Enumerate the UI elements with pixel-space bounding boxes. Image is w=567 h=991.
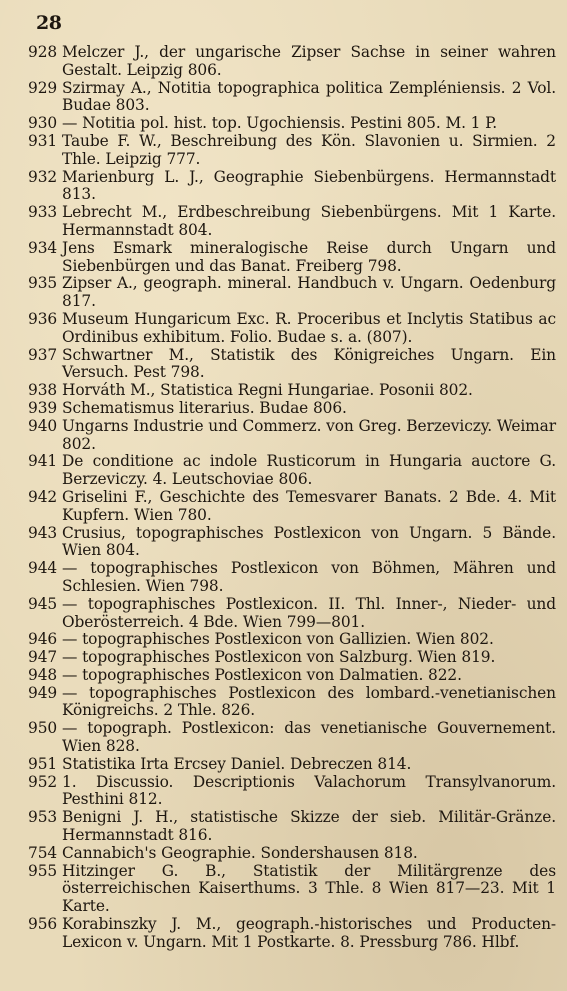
entry-number: 951 xyxy=(28,754,58,773)
entry-number: 941 xyxy=(28,452,58,471)
entry-number: 955 xyxy=(28,861,58,880)
entry-text: Statistika Irta Ercsey Daniel. Debreczen 814. xyxy=(62,754,412,773)
catalog-entry xyxy=(28,596,556,632)
catalog-entry xyxy=(28,240,556,276)
entry-number: 950 xyxy=(28,719,58,738)
entry-number: 928 xyxy=(28,43,58,61)
catalog-entry xyxy=(28,453,556,489)
entry-text: — topographisches Postlexicon. II. Thl. Inner-, Nieder- und Oberösterreich. 4 Bde. Wien 799—801. xyxy=(62,594,556,631)
entry-text: Taube F. W., Beschreibung des Kön. Slavonien u. Sirmien. 2 Thle. Leipzig 777. xyxy=(62,131,556,168)
entry-number: 942 xyxy=(28,487,58,506)
entry-number: 930 xyxy=(28,114,58,133)
entry-text: — topographisches Postlexicon von Dalmatien. 822. xyxy=(62,665,462,684)
catalog-entry xyxy=(28,80,556,116)
catalog-entry xyxy=(28,863,556,916)
entry-number: 953 xyxy=(28,808,58,827)
catalog-entry xyxy=(28,667,556,685)
entry-number: 948 xyxy=(28,665,58,684)
entry-number: 937 xyxy=(28,345,58,364)
entry-text: — topographisches Postlexicon von Salzburg. Wien 819. xyxy=(62,648,496,667)
catalog-entry xyxy=(28,649,556,667)
entry-text: Melczer J., der ungarische Zipser Sachse in seiner wahren Gestalt. Leipzig 806. xyxy=(62,43,556,79)
page-number: 28 xyxy=(36,12,62,34)
entry-number: 943 xyxy=(28,523,58,542)
catalog-entry xyxy=(28,311,556,347)
entry-text: — topographisches Postlexicon von Böhmen, Mähren und Schlesien. Wien 798. xyxy=(62,559,556,595)
catalog-entry xyxy=(28,400,556,418)
entry-number: 945 xyxy=(28,594,58,613)
catalog-entry-list xyxy=(28,44,556,952)
catalog-entry xyxy=(28,489,556,525)
entry-text: Jens Esmark mineralogische Reise durch Ungarn und Siebenbürgen und das Banat. Freiberg 798. xyxy=(62,238,556,275)
catalog-entry xyxy=(28,525,556,561)
catalog-entry xyxy=(28,720,556,756)
entry-text: Schematismus literarius. Budae 806. xyxy=(62,398,347,417)
entry-number: 938 xyxy=(28,381,58,400)
catalog-entry xyxy=(28,845,556,863)
entry-number: 934 xyxy=(28,238,58,257)
entry-text: 1. Discussio. Descriptionis Valachorum Transylvanorum. Pesthini 812. xyxy=(62,772,556,809)
catalog-entry xyxy=(28,169,556,205)
entry-number: 944 xyxy=(28,559,58,578)
entry-number: 935 xyxy=(28,274,58,293)
entry-number: 933 xyxy=(28,203,58,222)
entry-text: Zipser A., geograph. mineral. Handbuch v. Ungarn. Oedenburg 817. xyxy=(62,274,556,311)
entry-text: Museum Hungaricum Exc. R. Proceribus et Inclytis Statibus ac Ordinibus exhibitum. Folio. Budae s. a. (807). xyxy=(62,309,556,346)
entry-number: 939 xyxy=(28,398,58,417)
entry-number: 931 xyxy=(28,131,58,150)
entry-number: 952 xyxy=(28,772,58,791)
catalog-entry xyxy=(28,347,556,383)
entry-text: Hitzinger G. B., Statistik der Militärgrenze des österreichischen Kaiserthums. 3 Thle. 8 Wien 817—23. Mit 1 Karte. xyxy=(62,861,556,916)
catalog-entry xyxy=(28,756,556,774)
catalog-entry xyxy=(28,115,556,133)
catalog-entry xyxy=(28,44,556,80)
entry-number: 949 xyxy=(28,683,58,702)
entry-number: 947 xyxy=(28,648,58,667)
entry-number: 956 xyxy=(28,915,58,934)
entry-text: Schwartner M., Statistik des Königreiches Ungarn. Ein Versuch. Pest 798. xyxy=(62,345,556,382)
entry-text: Marienburg L. J., Geographie Siebenbürgens. Hermannstadt 813. xyxy=(62,167,556,204)
catalog-entry xyxy=(28,418,556,454)
catalog-entry xyxy=(28,560,556,596)
entry-text: Crusius, topographisches Postlexicon von Ungarn. 5 Bände. Wien 804. xyxy=(62,523,556,560)
entry-text: — topographisches Postlexicon von Gallizien. Wien 802. xyxy=(62,630,494,649)
entry-text: Lebrecht M., Erdbeschreibung Siebenbürgens. Mit 1 Karte. Hermannstadt 804. xyxy=(62,203,556,239)
entry-text: De conditione ac indole Rusticorum in Hungaria auctore G. Berzeviczy. 4. Leutschoviae 806. xyxy=(62,452,556,489)
entry-number: 929 xyxy=(28,78,58,97)
entry-text: — Notitia pol. hist. top. Ugochiensis. Pestini 805. M. 1 P. xyxy=(62,114,498,133)
entry-number: 936 xyxy=(28,309,58,328)
catalog-entry xyxy=(28,685,556,721)
catalog-entry xyxy=(28,774,556,810)
entry-number: 754 xyxy=(28,843,58,862)
catalog-entry xyxy=(28,631,556,649)
catalog-entry xyxy=(28,133,556,169)
catalog-entry xyxy=(28,204,556,240)
entry-number: 946 xyxy=(28,630,58,649)
catalog-entry xyxy=(28,275,556,311)
entry-number: 932 xyxy=(28,167,58,186)
entry-text: Horváth M., Statistica Regni Hungariae. Posonii 802. xyxy=(62,381,473,400)
entry-text: Griselini F., Geschichte des Temesvarer Banats. 2 Bde. 4. Mit Kupfern. Wien 780. xyxy=(62,487,556,524)
entry-text: — topograph. Postlexicon: das venetianische Gouvernement. Wien 828. xyxy=(62,719,556,756)
entry-text: Benigni J. H., statistische Skizze der sieb. Militär-Gränze. Hermannstadt 816. xyxy=(62,808,556,845)
catalog-entry xyxy=(28,809,556,845)
entry-text: Korabinszky J. M., geograph.-historisches und Producten-Lexicon v. Ungarn. Mit 1 Postkarte. 8. Pressburg 786. Hlbf. xyxy=(62,915,556,951)
catalog-entry xyxy=(28,382,556,400)
entry-text: Ungarns Industrie und Commerz. von Greg. Berzeviczy. Weimar 802. xyxy=(62,416,557,453)
entry-number: 940 xyxy=(28,416,58,435)
entry-text: Szirmay A., Notitia topographica politica Zempléniensis. 2 Vol. Budae 803. xyxy=(62,78,556,115)
entry-text: — topographisches Postlexicon des lombard.-venetianischen Königreichs. 2 Thle. 826. xyxy=(62,683,556,720)
catalog-entry xyxy=(28,916,556,952)
entry-text: Cannabich's Geographie. Sondershausen 818. xyxy=(62,843,418,862)
